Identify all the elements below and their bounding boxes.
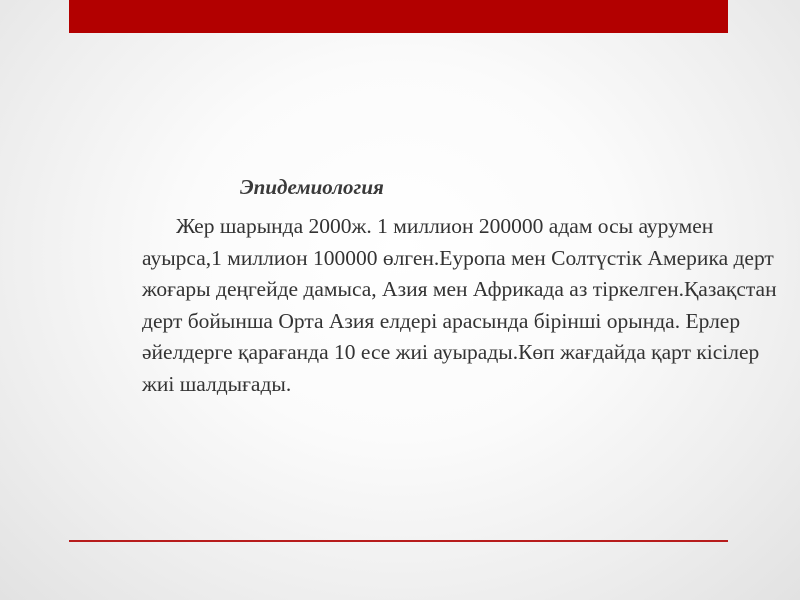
slide-content: [142, 171, 782, 400]
bottom-divider-line: [69, 540, 728, 542]
slide-paragraph: Жер шарында 2000ж. 1 миллион 200000 адам осы аурумен ауырса,1 миллион 100000 өлген.Еуропа мен Солтүстік Америка дерт жоғары деңгейде дамыса, Азия мен Африкада аз тіркелген.Қазақстан дерт бойынша Орта Азия елдері арасында бірінші орында. Ерлер әйелдерге қарағанда 10 есе жиі ауырады.Көп жағдайда қарт кісілер жиі шалдығады.: [142, 214, 777, 396]
slide-heading: Эпидемиология: [240, 175, 384, 199]
top-accent-bar: [69, 0, 728, 33]
